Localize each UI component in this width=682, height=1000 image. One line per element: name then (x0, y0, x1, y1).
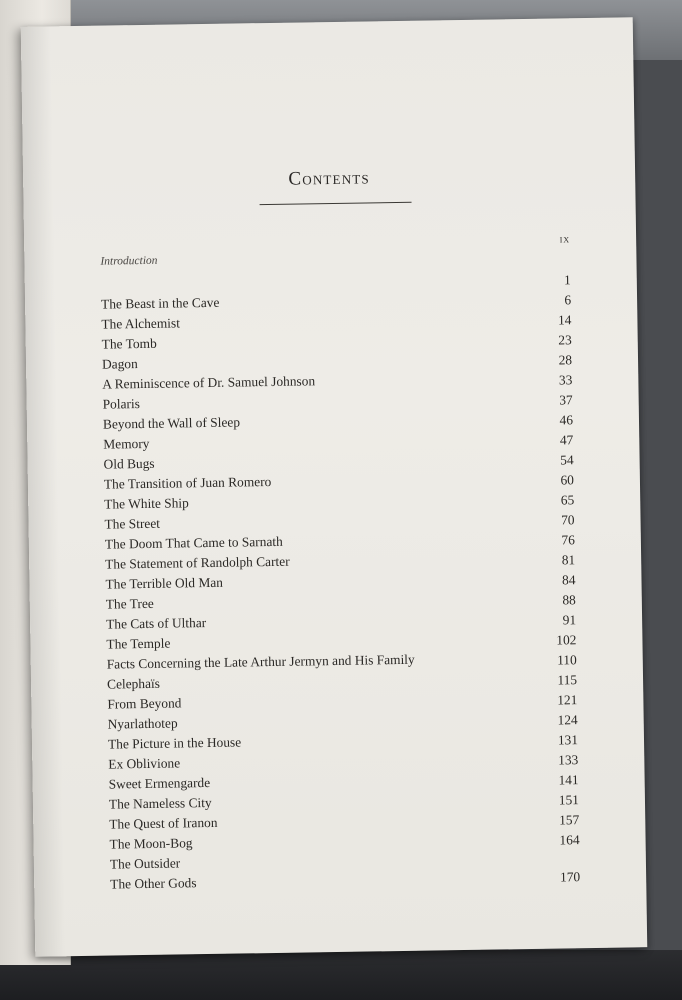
toc-entry-title: Facts Concerning the Late Arthur Jermyn and His Family (106, 651, 415, 672)
toc-entry-page: 157 (559, 812, 580, 828)
toc-entry-page: 131 (557, 732, 579, 748)
toc-entry-page: 1 (563, 272, 571, 288)
toc-entry-page: 164 (559, 832, 580, 848)
toc-entry-page: 37 (559, 392, 573, 408)
toc-entry-page: 70 (561, 512, 575, 528)
toc-entry-title: Dagon (101, 356, 138, 372)
toc-entry-page: 151 (558, 792, 580, 808)
toc-entry-page: 133 (558, 752, 579, 768)
toc-entry-page: 141 (558, 772, 579, 788)
toc-entry-title: From Beyond (107, 695, 182, 712)
toc-entry-page: 121 (557, 692, 578, 708)
toc-entry-page: 47 (559, 432, 574, 448)
toc-entry-page: 23 (558, 332, 572, 348)
toc-entry-title: The Tree (105, 595, 154, 612)
toc-entry-title: Introduction (100, 254, 158, 268)
toc-entry-page: 65 (560, 492, 575, 508)
toc-entry-page: 60 (560, 472, 575, 488)
toc-entry-page: 124 (557, 712, 578, 728)
toc-entry-title: The Cats of Ulthar (106, 615, 207, 632)
toc-entry-page: 115 (557, 672, 578, 688)
backdrop-bottom (0, 950, 682, 1000)
toc-entry-page: 81 (561, 552, 576, 568)
toc-entry-title: Old Bugs (103, 455, 155, 472)
page-title: Contents (288, 167, 371, 190)
toc-entry-title: The Terrible Old Man (105, 574, 224, 592)
toc-entry-title: The Tomb (101, 335, 157, 352)
toc-entry-page: 6 (564, 292, 572, 308)
toc-entry-page: ix (559, 231, 571, 246)
toc-entry-title: Polaris (102, 396, 140, 412)
toc-entry-page: 46 (559, 412, 574, 428)
toc-entry (100, 228, 571, 268)
toc-entry-page: 76 (561, 532, 575, 548)
toc-entry-title: The Picture in the House (107, 734, 242, 752)
toc-entry-page: 28 (558, 352, 573, 368)
toc-entry-title: The Doom That Came to Sarnath (104, 533, 283, 552)
toc-entry-page: 14 (557, 312, 572, 328)
toc-entry-title: The Transition of Juan Romero (103, 473, 272, 492)
toc-entry-title: The Street (104, 515, 161, 532)
toc-entry-title: A Reminiscence of Dr. Samuel Johnson (102, 373, 316, 392)
toc-entry-page: 84 (561, 572, 576, 588)
toc-entry-page: 88 (562, 592, 576, 608)
toc-entry-title: Celephaïs (106, 675, 160, 692)
toc-entry-page: 102 (556, 632, 577, 648)
toc-entry-page: 91 (562, 612, 577, 628)
toc-entry-title: Ex Oblivione (108, 755, 181, 772)
toc-entry-title: The Outsider (109, 855, 181, 872)
toc-entry-page: 110 (557, 652, 577, 668)
toc-entry-title: The Other Gods (110, 875, 197, 892)
toc-entry-page: 170 (559, 869, 581, 885)
toc-entry-title: The Alchemist (101, 315, 180, 332)
title-underline (260, 202, 412, 205)
toc-entry-title: Sweet Ermengarde (108, 774, 211, 792)
toc-entry-page: 54 (560, 452, 574, 468)
toc-entry-title: The Beast in the Cave (100, 294, 220, 312)
toc-entry-title: The Moon-Bog (109, 835, 193, 852)
toc-entry-title: The White Ship (104, 495, 189, 512)
toc-entry-title: The Quest of Iranon (109, 814, 218, 832)
toc-entry-title: Nyarlathotep (107, 715, 178, 732)
contents-page (21, 17, 648, 956)
toc-entry-title: The Nameless City (108, 794, 212, 812)
toc-entry-page: 33 (558, 372, 573, 388)
toc-entry-title: Memory (103, 435, 150, 452)
toc-entry-title: The Temple (106, 635, 171, 652)
toc-entry-title: Beyond the Wall of Sleep (102, 414, 241, 432)
toc-entry-title: The Statement of Randolph Carter (105, 553, 290, 572)
